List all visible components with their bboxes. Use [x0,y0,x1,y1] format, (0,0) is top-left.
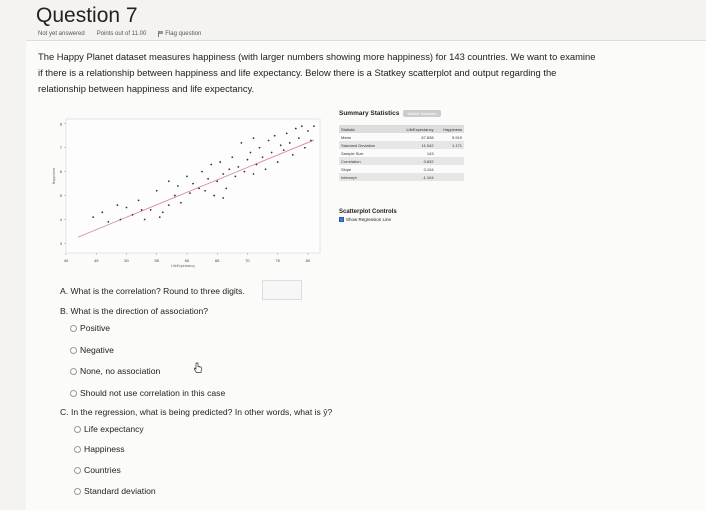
data-point [234,176,236,178]
question-prompt: The Happy Planet dataset measures happiness (with larger numbers showing more happiness) for 143 countries. We want to examine if there is a relationship between happiness and life expectancy. Below there is a Statkey scatterplot and output regarding the relationship between happiness and life expectancy. [38,51,596,94]
show-regression-label: Show Regression Line [346,217,392,222]
option-life-expectancy[interactable]: Life expectancy [74,424,144,434]
data-point [280,144,282,146]
data-point [274,135,276,137]
data-point [168,180,170,182]
radio-icon[interactable] [74,488,81,495]
checkbox-checked-icon[interactable] [339,217,344,222]
table-row: Mean 67.838 5.919 [341,134,462,140]
data-point [262,156,264,158]
radio-icon[interactable] [70,368,77,375]
data-point [271,152,273,154]
data-point [180,202,182,204]
y-tick-label: 3 [59,240,62,246]
data-point [101,211,103,213]
x-tick-label: 50 [124,258,129,263]
scatterplot [52,115,327,268]
summary-statistics-title: Summary Statistics Switch Variables [339,110,469,117]
option-no-association[interactable]: None, no association [70,366,160,376]
y-axis-label: Happiness [52,167,56,185]
question-meta [38,31,201,37]
data-point [222,197,224,199]
statistics-table [339,125,464,181]
part-c-label: C. In the regression, what is being predicted? In other words, what is ŷ? [60,407,333,417]
data-point [256,164,258,166]
data-point [144,219,146,221]
radio-icon[interactable] [74,446,81,453]
data-point [174,195,176,197]
data-point [198,187,200,189]
data-point [186,176,188,178]
data-point [222,173,224,175]
option-countries[interactable]: Countries [74,465,121,475]
plot-area [66,119,320,253]
data-point [201,171,203,173]
data-point [295,128,297,130]
x-axis-label: LifeExpectancy [171,264,195,268]
part-a-label: A. What is the correlation? Round to three digits. [60,286,245,296]
table-row: Correlation 0.832 [339,157,464,165]
data-point [132,214,134,216]
x-tick-label: 60 [184,258,190,263]
option-happiness[interactable]: Happiness [74,444,125,454]
option-should-not-use[interactable]: Should not use correlation in this case [70,388,225,398]
table-row: Slope 0.104 [341,166,434,172]
data-point [247,159,249,161]
y-tick-label: 5 [59,193,62,199]
option-negative[interactable]: Negative [70,345,114,355]
data-point [150,209,152,211]
data-point [313,125,315,127]
x-tick-label: 65 [214,258,220,263]
switch-variables-button[interactable]: Switch Variables [403,110,440,117]
scatterplot-controls [339,209,397,222]
scatterplot-controls-title: Scatterplot Controls [339,209,397,215]
data-point [189,192,191,194]
data-point [237,166,239,168]
y-tick-label: 4 [59,217,62,222]
data-point [289,142,291,144]
table-row: Sample Size 143 [341,150,434,156]
y-tick-label: 8 [59,121,62,127]
data-point [213,195,215,197]
data-point [225,187,227,189]
data-point [107,221,109,223]
table-row: Standard Deviation 11.042 1.171 [341,142,462,148]
data-point [138,199,140,201]
data-point [277,161,279,163]
data-point [156,190,158,192]
data-point [253,173,255,175]
data-point [268,140,270,142]
show-regression-toggle[interactable] [339,217,397,222]
flag-question-label: Flag question [165,31,202,37]
data-point [292,154,294,156]
data-point [253,137,255,139]
table-header: Statistic LifeExpectancy Happiness [341,126,462,132]
data-point [286,132,288,134]
data-point [210,164,212,166]
radio-icon[interactable] [70,325,77,332]
radio-icon[interactable] [70,347,77,354]
x-tick-label: 75 [275,258,280,263]
data-point [120,219,122,221]
part-b-label: B. What is the direction of association? [60,306,209,316]
x-tick-label: 80 [305,258,311,263]
radio-icon[interactable] [70,390,77,397]
y-tick-label: 7 [59,145,62,151]
data-point [216,180,218,182]
data-point [204,190,206,192]
y-tick-label: 6 [59,169,62,175]
data-point [240,142,242,144]
x-tick-label: 45 [94,258,99,263]
x-tick-label: 40 [63,258,69,263]
data-point [159,216,161,218]
data-point [162,211,164,213]
summary-statistics [339,110,469,181]
table-row: Intercept -1.104 [339,173,464,181]
data-point [168,204,170,206]
data-point [298,137,300,139]
data-point [259,147,261,149]
question-points: Points out of 11.00 [96,31,147,37]
x-tick-label: 55 [154,258,159,263]
data-point [250,152,252,154]
data-point [231,156,233,158]
question-status: Not yet answered [38,31,85,37]
data-point [283,149,285,151]
data-point [126,207,128,209]
data-point [141,209,143,211]
hand-cursor-icon [193,362,203,374]
data-point [207,178,209,180]
data-point [192,183,194,185]
data-point [307,130,309,132]
data-point [265,168,267,170]
data-point [117,204,119,206]
data-point [301,125,303,127]
data-point [177,185,179,187]
flag-question-button[interactable] [158,31,201,37]
data-point [310,140,312,142]
data-point [92,216,94,218]
x-tick-label: 70 [245,258,250,263]
option-positive[interactable]: Positive [70,323,110,333]
data-point [304,147,306,149]
radio-icon[interactable] [74,467,81,474]
data-point [219,161,221,163]
correlation-answer-input[interactable] [262,280,302,300]
flag-icon [158,31,163,37]
radio-icon[interactable] [74,426,81,433]
data-point [244,171,246,173]
option-standard-deviation[interactable]: Standard deviation [74,486,156,496]
data-point [228,168,230,170]
question-title: Question 7 [36,4,138,27]
